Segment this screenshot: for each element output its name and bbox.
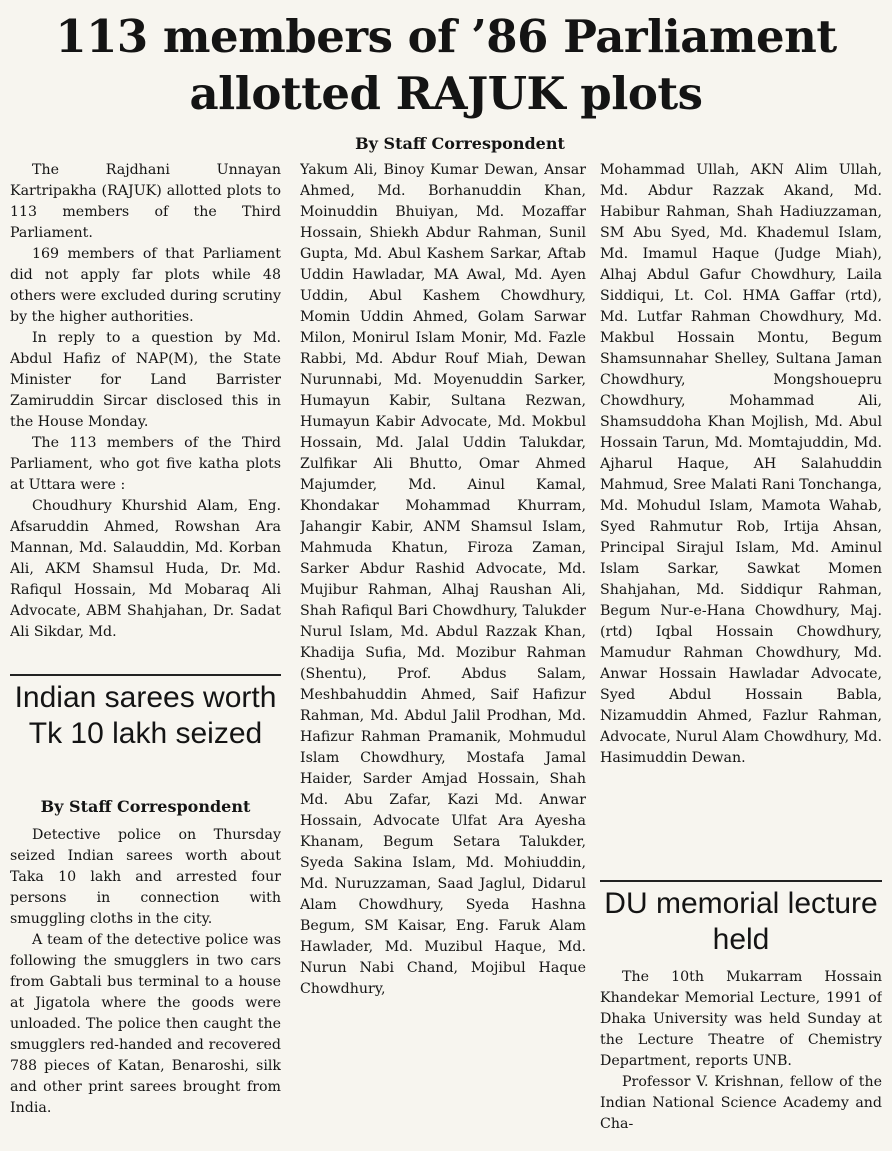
main-headline-line-2: allotted RAJUK plots xyxy=(189,67,703,120)
main-headline xyxy=(0,0,892,128)
main-story-column-2 xyxy=(300,160,586,1146)
member-list-continued: Yakum Ali, Binoy Kumar Dewan, Ansar Ahmed, Md. Borhanuddin Khan, Moinuddin Bhuiyan, Md. Mozaffar Hossain, Shiekh Abdur Rahman, Sunil Gupta, Md. Abul Kashem Sarkar, Aftab Uddin Hawladar, MA Awal, Md. Ayen Uddin, Abul Kashem Chowdhury, Momin Uddin Ahmed, Golam Sarwar Milon, Monirul Islam Monir, Md. Fazle Rabbi, Md. Abdur Rouf Miah, Dewan Nurunnabi, Md. Moyenuddin Sarker, Humayun Kabir, Sultana Rezwan, Humayun Kabir Advocate, Md. Mokbul Hossain, Md. Jalal Uddin Talukdar, Zulfikar Ali Bhutto, Omar Ahmed Majumder, Md. Ainul Kamal, Khondakar Mohammad Khurram, Jahangir Kabir, ANM Shamsul Islam, Mahmuda Khatun, Firoza Zaman, Sarker Abdur Rashid Advocate, Md. Mujibur Rahman, Alhaj Raushan Ali, Shah Rafiqul Bari Chowdhury, Talukder Nurul Islam, Md. Abdul Razzak Khan, Khadija Sufia, Md. Mozibur Rahman (Shentu), Prof. Abdus Salam, Meshbahuddin Ahmed, Saif Hafizur Rahman, Md. Abdul Jalil Prodhan, Md. Hafizur Rahman Pramanik, Mohmudul Islam Chowdhury, Mostafa Jamal Haider, Sarder Amjad Hossain, Shah Md. Abu Zafar, Kazi Md. Anwar Hossain, Advocate Ulfat Ara Ayesha Khanam, Begum Setara Talukder, Syeda Sakina Islam, Md. Mohiuddin, Md. Nuruzzaman, Saad Jaglul, Didarul Alam Chowdhury, Syeda Hashna Begum, SM Kaisar, Eng. Faruk Alam Hawlader, Md. Muzibul Haque, Md. Nurun Nabi Chand, Mojibul Haque Chowdhury, xyxy=(300,162,586,997)
main-story-column-3 xyxy=(600,160,882,874)
main-byline: By Staff Correspondent xyxy=(355,134,565,153)
du-headline: DU memorial lecture held xyxy=(604,887,878,956)
divider-rule xyxy=(600,880,882,882)
main-story-column-1 xyxy=(10,160,281,668)
sarees-byline: By Staff Correspondent xyxy=(40,797,251,816)
sarees-headline: Indian sarees worth Tk 10 lakh seized xyxy=(14,681,277,750)
divider-rule xyxy=(10,674,281,676)
main-paragraph: The Rajdhani Unnayan Kartripakha (RAJUK) allotted plots to 113 members of the Third Parliament. xyxy=(10,162,281,241)
main-paragraph: The 113 members of the Third Parliament, who got five katha plots at Uttara were : xyxy=(10,435,281,493)
main-paragraph: In reply to a question by Md. Abdul Hafiz of NAP(M), the State Minister for Land Barrister Zamiruddin Sircar disclosed this in the House Monday. xyxy=(10,330,281,430)
main-headline-line-1: 113 members of ’86 Parliament xyxy=(55,10,837,63)
du-paragraph: The 10th Mukarram Hossain Khandekar Memorial Lecture, 1991 of Dhaka University was held Sunday at the Lecture Theatre of Chemistry Department, reports UNB. xyxy=(600,969,882,1069)
sarees-story-body xyxy=(10,825,281,1147)
member-list-end: Mohammad Ullah, AKN Alim Ullah, Md. Abdur Razzak Akand, Md. Habibur Rahman, Shah Hadiuzzaman, SM Abu Syed, Md. Khademul Islam, Md. Imamul Haque (Judge Miah), Alhaj Abdul Gafur Chowdhury, Laila Siddiqui, Lt. Col. HMA Gaffar (rtd), Md. Lutfar Rahman Chowdhury, Md. Makbul Hossain Montu, Begum Shamsunnahar Shelley, Sultana Jaman Chowdhury, Mongshouepru Chowdhury, Mohammad Ali, Shamsuddoha Khan Mojlish, Md. Abul Hossain Tarun, Md. Momtajuddin, Md. Ajharul Haque, AH Salahuddin Mahmud, Sree Malati Rani Tonchanga, Md. Mohudul Islam, Mamota Wahab, Syed Rahmutur Rob, Irtija Ahsan, Principal Sirajul Islam, Md. Aminul Islam Sarkar, Sawkat Momen Shahjahan, Md. Siddiqur Rahman, Begum Nur-e-Hana Chowdhury, Maj. (rtd) Iqbal Hossain Chowdhury, Mamudur Rahman Chowdhury, Md. Anwar Hossain Hawladar Advocate, Syed Abdul Hossain Babla, Nizamuddin Ahmed, Fazlur Rahman, Advocate, Nurul Alam Chowdhury, Md. Hasimuddin Dewan. xyxy=(600,162,882,766)
main-paragraph: 169 members of that Parliament did not apply far plots while 48 others were excluded during scrutiny by the higher authorities. xyxy=(10,246,281,325)
member-list-start: Choudhury Khurshid Alam, Eng. Afsaruddin Ahmed, Rowshan Ara Mannan, Md. Salauddin, Md. Korban Ali, AKM Shamsul Huda, Dr. Md. Rafiqul Hossain, Md Mobaraq Ali Advocate, ABM Shahjahan, Dr. Sadat Ali Sikdar, Md. xyxy=(10,498,281,640)
sarees-paragraph: A team of the detective police was following the smugglers in two cars from Gabtali bus terminal to a house at Jigatola where the goods were unloaded. The police then caught the smugglers red-handed and recovered 788 pieces of Katan, Benaroshi, silk and other print sarees brought from India. xyxy=(10,932,281,1116)
du-paragraph: Professor V. Krishnan, fellow of the Indian National Science Academy and Cha- xyxy=(600,1074,882,1132)
du-story-body xyxy=(600,967,882,1147)
sarees-paragraph: Detective police on Thursday seized Indian sarees worth about Taka 10 lakh and arrested four persons in connection with smuggling cloths in the city. xyxy=(10,827,281,927)
